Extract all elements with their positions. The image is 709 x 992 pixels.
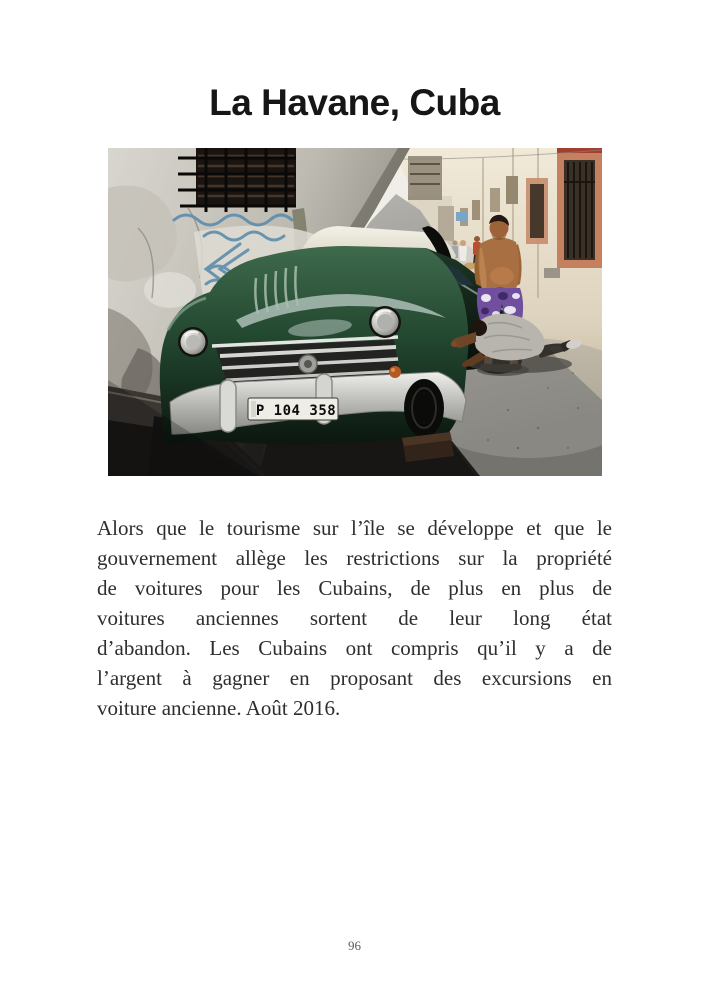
- havana-street-photo: [108, 148, 602, 476]
- paragraph-line: de voitures pour les Cubains, de plus en plus de: [97, 576, 612, 600]
- license-plate: [248, 398, 338, 420]
- bumper-guard: [220, 380, 236, 432]
- paragraph-line: l’argent à gagner en proposant des excursions en: [97, 666, 612, 690]
- paragraph-line: Alors que le tourisme sur l’île se développe et que le: [97, 516, 612, 540]
- page-number: 96: [348, 938, 361, 953]
- blue-sign: [456, 212, 468, 221]
- photo-figure: [108, 148, 602, 476]
- paragraph-line: voiture ancienne. Août 2016.: [97, 696, 341, 720]
- paragraph-line: voitures anciennes sortent de leur long état: [97, 606, 612, 630]
- amber-signal: [389, 366, 401, 378]
- page-title: La Havane, Cuba: [209, 82, 500, 123]
- paragraph-line: gouvernement allège les restrictions sur la propriété: [97, 546, 612, 570]
- orange-door: [557, 152, 602, 268]
- license-plate-text: P 104 358: [255, 403, 337, 419]
- paragraph-line: d’abandon. Les Cubains ont compris qu’il y a de: [97, 636, 612, 660]
- article-paragraph: [97, 513, 612, 723]
